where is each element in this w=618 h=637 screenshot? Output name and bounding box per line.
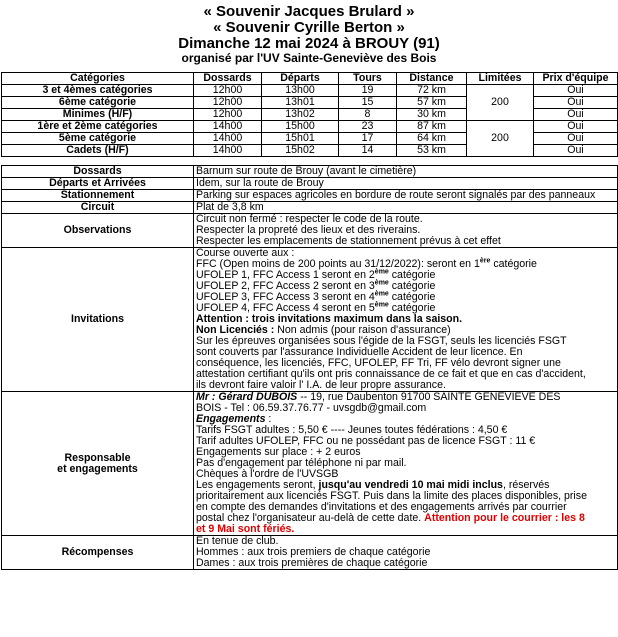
category-cell: 5ème catégorie	[2, 133, 194, 145]
invitation-ufolep-4: UFOLEP 4, FFC Access 4 seront en 5ème catégorie	[196, 301, 436, 314]
deadline-line: Les engagements seront, jusqu'au vendredi 10 mai midi inclus, réservés	[196, 479, 550, 491]
limit-cell: 200	[467, 121, 534, 157]
header-limitees: Limitées	[467, 73, 534, 85]
value-recompenses	[194, 536, 618, 570]
category-cell: 6ème catégorie	[2, 97, 194, 109]
prix-cell: Oui	[534, 109, 618, 121]
category-cell: Cadets (H/F)	[2, 145, 194, 157]
label-circuit: Circuit	[2, 202, 194, 214]
label-responsable: Responsable et engagements	[2, 392, 194, 536]
info-row-circuit	[2, 202, 618, 214]
tours-cell: 19	[339, 85, 397, 97]
departs-cell: 15h01	[262, 133, 339, 145]
dossards-cell: 14h00	[194, 133, 262, 145]
deadline-line: postal chez l'organisateur au-delà de cette date. Attention pour le courrier : les 8	[196, 512, 585, 524]
info-row-responsable	[2, 392, 618, 536]
label-invitations: Invitations	[2, 248, 194, 392]
invitation-non-licencies: Non Licenciés : Non admis (pour raison d'assurance)	[196, 324, 451, 336]
info-row-observations	[2, 214, 618, 248]
invitation-intro: Course ouverte aux :	[196, 247, 295, 259]
value-departs-arrivees: Idem, sur la route de Brouy	[194, 178, 618, 190]
cheques-line: Chèques à l'ordre de l'UVSGB	[196, 468, 339, 480]
dossards-cell: 12h00	[194, 97, 262, 109]
invitation-paragraph-line: sont couverts par l'assurance Individuelle Accident de leur licence. En	[196, 346, 523, 358]
observation-line: Respecter les emplacements de stationnement prévus à cet effet	[196, 235, 501, 247]
distance-cell: 30 km	[397, 109, 467, 121]
header-prix-equipe: Prix d'équipe	[534, 73, 618, 85]
recompense-line: Dames : aux trois premières de chaque catégorie	[196, 557, 428, 569]
invitation-attention: Attention : trois invitations maximum dans la saison.	[196, 313, 463, 325]
invitation-paragraph-line: ils devront faire valoir l' I.A. de leur propre assurance.	[196, 379, 446, 391]
title-souvenir-brulard: « Souvenir Jacques Brulard »	[203, 3, 415, 20]
info-row-stationnement	[2, 190, 618, 202]
holiday-warning: et 9 Mai sont fériés.	[196, 523, 295, 535]
document-header	[0, 4, 618, 65]
observation-line: Respecter la propreté des lieux et des riverains.	[196, 224, 421, 236]
distance-cell: 57 km	[397, 97, 467, 109]
table-row	[2, 121, 618, 133]
tours-cell: 14	[339, 145, 397, 157]
header-departs: Départs	[262, 73, 339, 85]
dossards-cell: 12h00	[194, 109, 262, 121]
departs-cell: 15h02	[262, 145, 339, 157]
contact-line: Mr : Gérard DUBOIS -- 19, rue Daubenton 91700 SAINTE GENEVIEVE DES	[196, 391, 561, 403]
prix-cell: Oui	[534, 85, 618, 97]
tarifs-line: Tarif adultes UFOLEP, FFC ou ne possédant pas de licence FSGT : 11 €	[196, 435, 536, 447]
departs-cell: 13h02	[262, 109, 339, 121]
distance-cell: 87 km	[397, 121, 467, 133]
value-observations	[194, 214, 618, 248]
recompense-line: Hommes : aux trois premiers de chaque catégorie	[196, 546, 431, 558]
title-date-location: Dimanche 12 mai 2024 à BROUY (91)	[178, 35, 440, 52]
distance-cell: 64 km	[397, 133, 467, 145]
invitation-paragraph-line: Sur les épreuves organisées sous l'égide de la FSGT, seuls les licenciés FSGT	[196, 335, 567, 347]
info-table	[1, 165, 618, 570]
header-dossards: Dossards	[194, 73, 262, 85]
distance-cell: 53 km	[397, 145, 467, 157]
label-recompenses: Récompenses	[2, 536, 194, 570]
label-observations: Observations	[2, 214, 194, 248]
header-distance: Distance	[397, 73, 467, 85]
engagements-heading: Engagements :	[196, 413, 272, 425]
category-cell: Minimes (H/F)	[2, 109, 194, 121]
contact-line: BOIS - Tel : 06.59.37.76.77 - uvsgdb@gmail.com	[196, 402, 427, 414]
recompense-line: En tenue de club.	[196, 535, 279, 547]
label-dossards: Dossards	[2, 166, 194, 178]
category-cell: 1ère et 2ème catégories	[2, 121, 194, 133]
dossards-cell: 14h00	[194, 145, 262, 157]
limit-cell: 200	[467, 85, 534, 121]
invitation-ufolep-2: UFOLEP 2, FFC Access 2 seront en 3ème catégorie	[196, 279, 436, 292]
invitation-paragraph-line: conséquence, les licenciés, FFC, UFOLEP, FF Tri, FF vélo devront signer une	[196, 357, 561, 369]
departs-cell: 13h00	[262, 85, 339, 97]
prix-cell: Oui	[534, 145, 618, 157]
prix-cell: Oui	[534, 121, 618, 133]
title-organizer: organisé par l'UV Sainte-Geneviève des Bois	[181, 51, 437, 65]
tours-cell: 15	[339, 97, 397, 109]
table-row	[2, 85, 618, 97]
prix-cell: Oui	[534, 97, 618, 109]
departs-cell: 15h00	[262, 121, 339, 133]
engagement-phone-line: Pas d'engagement par téléphone ni par mail.	[196, 457, 407, 469]
value-invitations	[194, 248, 618, 392]
schedule-table	[1, 72, 618, 157]
info-row-dossards	[2, 166, 618, 178]
header-tours: Tours	[339, 73, 397, 85]
value-dossards: Barnum sur route de Brouy (avant le cimetière)	[194, 166, 618, 178]
tarifs-line: Tarifs FSGT adultes : 5,50 € ---- Jeunes toutes fédérations : 4,50 €	[196, 424, 508, 436]
invitation-paragraph-line: attestation certifiant qu'ils ont pris connaissance de ce fait et que en cas d'accident,	[196, 368, 586, 380]
dossards-cell: 12h00	[194, 85, 262, 97]
tours-cell: 23	[339, 121, 397, 133]
engagement-place-line: Engagements sur place : + 2 euros	[196, 446, 361, 458]
distance-cell: 72 km	[397, 85, 467, 97]
info-row-recompenses	[2, 536, 618, 570]
label-stationnement: Stationnement	[2, 190, 194, 202]
category-cell: 3 et 4èmes catégories	[2, 85, 194, 97]
value-responsable	[194, 392, 618, 536]
tours-cell: 17	[339, 133, 397, 145]
info-row-invitations	[2, 248, 618, 392]
deadline-line: en compte des demandes d'invitations et des engagements arrivés par courrier	[196, 501, 567, 513]
observation-line: Circuit non fermé : respecter le code de la route.	[196, 213, 423, 225]
title-souvenir-berton: « Souvenir Cyrille Berton »	[213, 19, 405, 36]
label-departs-arrivees: Départs et Arrivées	[2, 178, 194, 190]
value-stationnement: Parking sur espaces agricoles en bordure de route seront signalés par des panneaux	[194, 190, 618, 202]
invitation-ffc: FFC (Open moins de 200 points au 31/12/2022): seront en 1ère catégorie	[196, 257, 537, 270]
invitation-ufolep-3: UFOLEP 3, FFC Access 3 seront en 4ème catégorie	[196, 290, 436, 303]
schedule-header-row	[2, 73, 618, 85]
departs-cell: 13h01	[262, 97, 339, 109]
tours-cell: 8	[339, 109, 397, 121]
value-circuit: Plat de 3,8 km	[194, 202, 618, 214]
invitation-ufolep-1: UFOLEP 1, FFC Access 1 seront en 2ème catégorie	[196, 268, 436, 281]
deadline-line: prioritairement aux licenciés FSGT. Puis dans la limite des places disponibles, prise	[196, 490, 587, 502]
header-categories: Catégories	[2, 73, 194, 85]
dossards-cell: 14h00	[194, 121, 262, 133]
prix-cell: Oui	[534, 133, 618, 145]
info-row-departs	[2, 178, 618, 190]
